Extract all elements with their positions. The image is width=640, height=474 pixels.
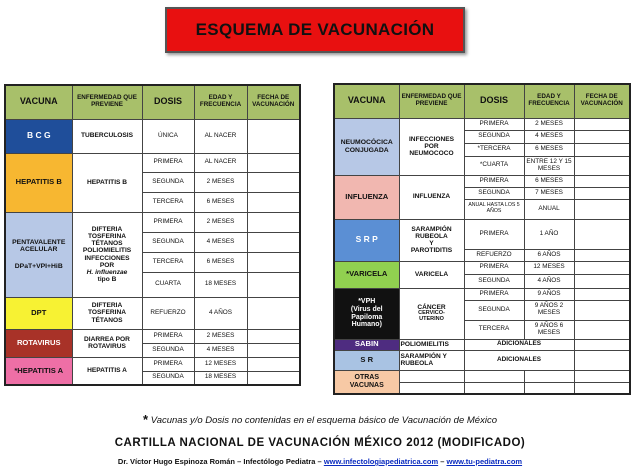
header-edad: EDAD Y FRECUENCIA <box>524 84 574 118</box>
table-row <box>334 370 630 382</box>
table-header-row <box>5 85 300 119</box>
disease-line: TÉTANOS <box>91 240 123 248</box>
date-field[interactable] <box>247 192 300 212</box>
disease-line: RUBEOLA <box>400 360 434 367</box>
header-fecha: FECHA DE VACUNACIÓN <box>574 84 630 118</box>
disease-line: DIFTERIA <box>91 226 123 234</box>
header-fecha: FECHA DE VACUNACIÓN <box>247 85 300 119</box>
age-cell: 9 AÑOS 6 MESES <box>524 320 574 339</box>
vaccine-sabin: SABIN <box>334 339 399 350</box>
vaccine-rotavirus: ROTAVIRUS <box>5 329 72 357</box>
vaccine-srp: S R P <box>334 219 399 261</box>
date-field[interactable] <box>574 350 630 370</box>
age-cell: 12 MESES <box>194 357 247 371</box>
date-field[interactable] <box>247 272 300 297</box>
age-cell: AL NACER <box>194 119 247 153</box>
age-cell: 9 AÑOS <box>524 288 574 300</box>
dose-cell: PRIMERA <box>464 219 524 249</box>
disease-line: SARAMPIÓN <box>411 225 452 233</box>
dose-cell: *CUARTA <box>464 156 524 175</box>
date-field[interactable] <box>574 156 630 175</box>
disease-line: H. influenzae <box>86 268 128 276</box>
date-field[interactable] <box>574 274 630 288</box>
date-field[interactable] <box>574 175 630 187</box>
header-dosis: DOSIS <box>464 84 524 118</box>
date-field[interactable] <box>574 249 630 261</box>
vaccine-sr: S R <box>334 350 399 370</box>
date-field[interactable] <box>574 300 630 320</box>
vaccine-subname: DPaT+VPI+HiB <box>14 262 63 270</box>
blank-cell[interactable] <box>399 382 464 394</box>
disease-influenza: INFLUENZA <box>399 175 464 219</box>
dose-cell: PRIMERA <box>464 175 524 187</box>
date-field[interactable] <box>574 261 630 274</box>
table-row <box>5 297 300 329</box>
disease-line: INFECCIONES <box>84 254 130 262</box>
date-field[interactable] <box>574 339 630 350</box>
dose-cell: SEGUNDA <box>464 300 524 320</box>
age-cell: 6 AÑOS <box>524 249 574 261</box>
table-row <box>334 288 630 300</box>
date-field[interactable] <box>247 297 300 329</box>
header-edad: EDAD Y FRECUENCIA <box>194 85 247 119</box>
vaccine-line: *VPH <box>358 298 376 306</box>
disease-line: PAROTIDITIS <box>410 247 453 255</box>
disease-line: CERVICO- <box>418 310 445 317</box>
dose-cell: CUARTA <box>142 272 194 297</box>
disease-line: TOSFERINA <box>88 233 126 241</box>
vaccine-hepatitis-b: HEPATITIS B <box>5 153 72 212</box>
dose-cell: PRIMERA <box>464 118 524 130</box>
dose-cell: TERCERA <box>142 192 194 212</box>
vaccine-line: VACUNAS <box>349 381 384 389</box>
dose-cell: REFUERZO <box>142 297 194 329</box>
disease-pentavalente <box>72 212 142 297</box>
dose-cell: PRIMERA <box>142 212 194 232</box>
dose-cell: SEGUNDA <box>142 172 194 192</box>
age-cell: 2 MESES <box>194 172 247 192</box>
dose-cell: ANUAL HASTA LOS 5 AÑOS <box>464 199 524 219</box>
table-row <box>334 261 630 274</box>
blank-cell[interactable] <box>464 370 524 382</box>
vaccine-bcg: B C G <box>5 119 72 153</box>
date-field[interactable] <box>574 382 630 394</box>
table-row <box>334 118 630 130</box>
date-field[interactable] <box>574 370 630 382</box>
age-cell: 6 MESES <box>524 143 574 156</box>
disease-neumococo <box>399 118 464 175</box>
date-field[interactable] <box>247 212 300 232</box>
disease-rotavirus <box>72 329 142 357</box>
disease-dpt <box>72 297 142 329</box>
vaccine-vph <box>334 288 399 339</box>
link-tu-pediatra[interactable]: www.tu-pediatra.com <box>446 457 523 466</box>
date-field[interactable] <box>247 329 300 343</box>
disease-sabin: POLIOMIELITIS <box>399 339 464 350</box>
date-field[interactable] <box>574 219 630 249</box>
date-field[interactable] <box>247 371 300 385</box>
dose-cell: ÚNICA <box>142 119 194 153</box>
dose-cell: REFUERZO <box>464 249 524 261</box>
link-infectologiapediatrica[interactable]: www.infectologiapediatrica.com <box>323 457 439 466</box>
vaccine-dpt: DPT <box>5 297 72 329</box>
age-cell: 4 MESES <box>194 232 247 252</box>
disease-line: POR <box>424 142 439 150</box>
table-header-row <box>334 84 630 118</box>
date-field[interactable] <box>247 252 300 272</box>
table-row <box>5 119 300 153</box>
disease-hepatitis-b: HEPATITIS B <box>72 153 142 212</box>
dose-cell: *TERCERA <box>464 143 524 156</box>
table-row <box>5 212 300 232</box>
footnote <box>0 412 640 427</box>
age-cell: 9 AÑOS 2 MESES <box>524 300 574 320</box>
dose-cell: SEGUNDA <box>464 187 524 199</box>
table-row <box>5 329 300 343</box>
age-cell: 4 AÑOS <box>524 274 574 288</box>
dose-cell: SEGUNDA <box>464 130 524 143</box>
date-field[interactable] <box>574 320 630 339</box>
disease-sr <box>399 350 464 370</box>
blank-cell[interactable] <box>399 370 464 382</box>
vaccine-hepatitis-a: *HEPATITIS A <box>5 357 72 385</box>
date-field[interactable] <box>247 343 300 357</box>
date-field[interactable] <box>574 143 630 156</box>
disease-line: DIARREA POR <box>84 335 130 343</box>
table-row <box>334 175 630 187</box>
title-banner <box>165 7 465 53</box>
credit-author: Dr. Víctor Hugo Espinoza Román – Infectólogo Pediatra – <box>117 457 322 466</box>
age-cell: 6 MESES <box>524 175 574 187</box>
dose-cell: SEGUNDA <box>464 274 524 288</box>
disease-line: UTERINO <box>419 316 444 323</box>
page-title: ESQUEMA DE VACUNACIÓN <box>195 20 435 39</box>
dose-cell: PRIMERA <box>142 357 194 371</box>
age-cell: ANUAL <box>524 199 574 219</box>
disease-line: TÉTANOS <box>91 316 123 324</box>
date-field[interactable] <box>247 153 300 172</box>
table-row <box>5 153 300 172</box>
header-vacuna: VACUNA <box>5 85 72 119</box>
dose-cell: SEGUNDA <box>142 232 194 252</box>
header-dosis: DOSIS <box>142 85 194 119</box>
age-cell: 6 MESES <box>194 192 247 212</box>
age-cell: ADICIONALES <box>464 339 574 350</box>
age-cell: 6 MESES <box>194 252 247 272</box>
disease-line: DIFTERIA <box>91 302 123 310</box>
cartilla-title: CARTILLA NACIONAL DE VACUNACIÓN MÉXICO 2012 (MODIFICADO) <box>114 437 526 449</box>
age-cell: 4 AÑOS <box>194 297 247 329</box>
footnote-star: * <box>143 412 149 427</box>
vaccine-varicela: *VARICELA <box>334 261 399 288</box>
vaccine-neumococica: NEUMOCÓCICA CONJUGADA <box>334 118 399 175</box>
age-cell: AL NACER <box>194 153 247 172</box>
disease-line: RUBEOLA <box>415 232 448 240</box>
table-row <box>334 350 630 370</box>
blank-cell[interactable] <box>524 370 574 382</box>
dose-cell: PRIMERA <box>142 153 194 172</box>
blank-cell[interactable] <box>524 382 574 394</box>
disease-line: TOSFERINA <box>88 309 126 317</box>
dose-cell: TERCERA <box>142 252 194 272</box>
disease-tuberculosis: TUBERCULOSIS <box>72 119 142 153</box>
disease-line: Y <box>429 240 434 247</box>
age-cell: 7 MESES <box>524 187 574 199</box>
age-cell: 2 MESES <box>524 118 574 130</box>
credit-line <box>0 457 640 466</box>
disease-varicela: VARICELA <box>399 261 464 288</box>
age-cell: 2 MESES <box>194 329 247 343</box>
date-field[interactable] <box>574 118 630 130</box>
date-field[interactable] <box>574 130 630 143</box>
vaccine-line: (Virus del <box>350 305 383 313</box>
disease-hepatitis-a: HEPATITIS A <box>72 357 142 385</box>
dose-cell: SEGUNDA <box>142 343 194 357</box>
vaccination-table-left <box>4 84 301 386</box>
table-row <box>334 339 630 350</box>
disease-srp <box>399 219 464 261</box>
table-row <box>334 219 630 249</box>
date-field[interactable] <box>247 172 300 192</box>
age-cell: 18 MESES <box>194 371 247 385</box>
age-cell: 18 MESES <box>194 272 247 297</box>
vaccine-line: OTRAS <box>354 374 379 382</box>
age-cell: ADICIONALES <box>464 350 574 370</box>
disease-line: POR <box>99 261 115 269</box>
dose-cell: TERCERA <box>464 320 524 339</box>
date-field[interactable] <box>574 288 630 300</box>
date-field[interactable] <box>247 357 300 371</box>
age-cell: 1 AÑO <box>524 219 574 249</box>
header-enfermedad: ENFERMEDAD QUE PREVIENE <box>72 85 142 119</box>
disease-line: CÁNCER <box>417 304 446 311</box>
date-field[interactable] <box>574 199 630 219</box>
vaccine-otras <box>334 370 399 394</box>
vaccine-pentavalente <box>5 212 72 297</box>
disease-line: SARAMPIÓN Y <box>400 352 447 360</box>
dose-cell: PRIMERA <box>464 261 524 274</box>
age-cell: ENTRE 12 Y 15 MESES <box>524 156 574 175</box>
header-vacuna: VACUNA <box>334 84 399 118</box>
footnote-text: Vacunas y/o Dosis no contenidas en el esquema básico de Vacunación de México <box>150 415 497 426</box>
vaccine-line: Humano) <box>351 321 382 329</box>
vaccine-line: Papiloma <box>351 313 383 321</box>
age-cell: 2 MESES <box>194 212 247 232</box>
date-field[interactable] <box>247 119 300 153</box>
table-row <box>5 357 300 371</box>
disease-line: tipo B <box>97 275 117 283</box>
dose-cell: PRIMERA <box>464 288 524 300</box>
date-field[interactable] <box>574 187 630 199</box>
vaccine-name: PENTAVALENTE ACELULAR <box>12 239 66 254</box>
age-cell: 4 MESES <box>194 343 247 357</box>
age-cell: 12 MESES <box>524 261 574 274</box>
dose-cell: SEGUNDA <box>142 371 194 385</box>
disease-line: ROTAVIRUS <box>88 343 126 350</box>
disease-line: NEUMOCOCO <box>409 150 454 158</box>
vaccine-influenza: INFLUENZA <box>334 175 399 219</box>
date-field[interactable] <box>247 232 300 252</box>
vaccination-table-right <box>333 83 631 395</box>
disease-line: INFECCIONES <box>408 135 455 143</box>
disease-line: POLIOMIELITIS <box>82 247 132 255</box>
age-cell: 4 MESES <box>524 130 574 143</box>
disease-vph <box>399 288 464 339</box>
dose-cell: PRIMERA <box>142 329 194 343</box>
blank-cell[interactable] <box>464 382 524 394</box>
header-enfermedad: ENFERMEDAD QUE PREVIENE <box>399 84 464 118</box>
credit-separator: – <box>440 457 445 466</box>
